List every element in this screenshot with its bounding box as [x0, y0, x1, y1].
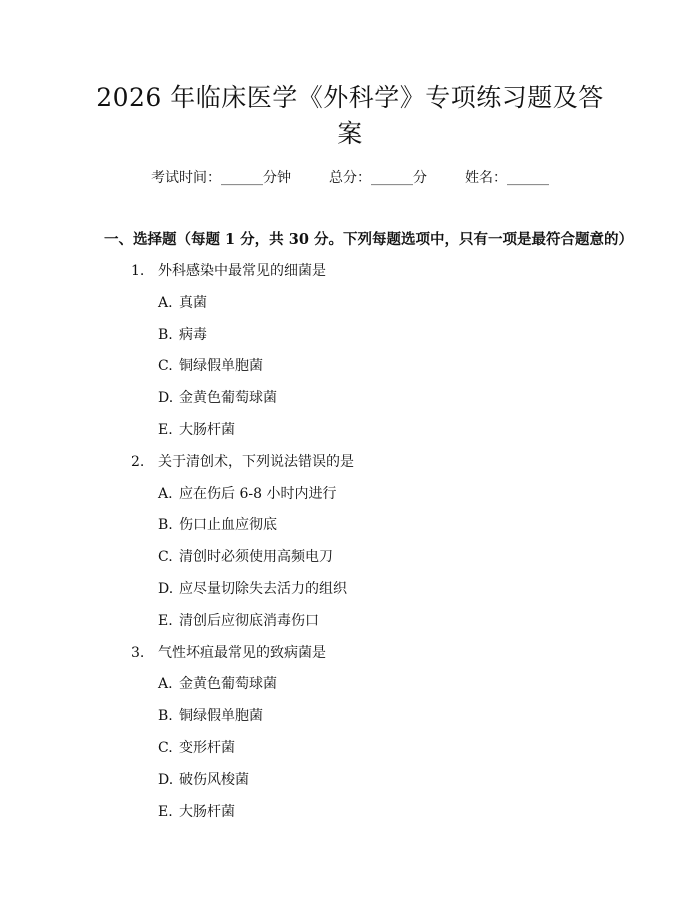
option-text: 变形杆菌	[179, 740, 235, 756]
option-text: 清创时必须使用高频电刀	[179, 549, 333, 566]
exam-time-label: 考试时间：______分钟	[151, 170, 291, 186]
option-letter: D.	[158, 771, 174, 788]
option-letter: B.	[158, 326, 173, 343]
total-score-label: 总分：______分	[329, 170, 427, 186]
option-letter: D.	[158, 390, 174, 407]
option-letter: C.	[158, 740, 173, 756]
option-letter: A.	[158, 485, 173, 502]
option-letter: E.	[158, 612, 173, 629]
option-letter: C.	[158, 358, 173, 375]
option-letter: E.	[158, 803, 173, 820]
option-text: 金黄色葡萄球菌	[179, 676, 277, 693]
option-letter: D.	[158, 581, 174, 597]
option-text: 铜绿假单胞菌	[179, 358, 263, 375]
option-text: 大肠杆菌	[179, 422, 235, 438]
question-text: 关于清创术，下列说法错误的是	[158, 453, 354, 470]
page-title	[0, 80, 700, 152]
question-number: 1.	[131, 263, 145, 279]
option-text: 清创后应彻底消毒伤口	[179, 612, 319, 629]
option-letter: E.	[158, 422, 173, 438]
option-text: 真菌	[179, 294, 207, 311]
option-text: 伤口止血应彻底	[179, 517, 277, 534]
question-number: 3.	[131, 644, 145, 661]
option-letter: B.	[158, 708, 173, 725]
option-text: 应尽量切除失去活力的组织	[179, 581, 347, 597]
exam-meta	[0, 169, 700, 187]
option-text: 破伤风梭菌	[179, 771, 249, 788]
option-text: 金黄色葡萄球菌	[179, 390, 277, 407]
page-title-line-1: 2026 年临床医学《外科学》专项练习题及答	[96, 83, 604, 112]
question-text: 外科感染中最常见的细菌是	[158, 263, 326, 279]
option-text: 铜绿假单胞菌	[179, 708, 263, 725]
option-letter: A.	[158, 294, 173, 311]
question-number: 2.	[131, 453, 145, 470]
page-title-line-2: 案	[337, 119, 363, 148]
question-text: 气性坏疽最常见的致病菌是	[158, 644, 326, 661]
option-letter: B.	[158, 517, 173, 534]
option-text: 大肠杆菌	[179, 803, 235, 820]
option-text: 应在伤后 6-8 小时内进行	[179, 485, 337, 502]
option-text: 病毒	[179, 326, 207, 343]
option-letter: A.	[158, 676, 173, 693]
option-letter: C.	[158, 549, 173, 566]
student-name-label: 姓名：______	[465, 170, 549, 186]
section-heading: 一、选择题（每题 1 分，共 30 分。下列每题选项中，只有一项是最符合题意的）	[104, 231, 633, 248]
